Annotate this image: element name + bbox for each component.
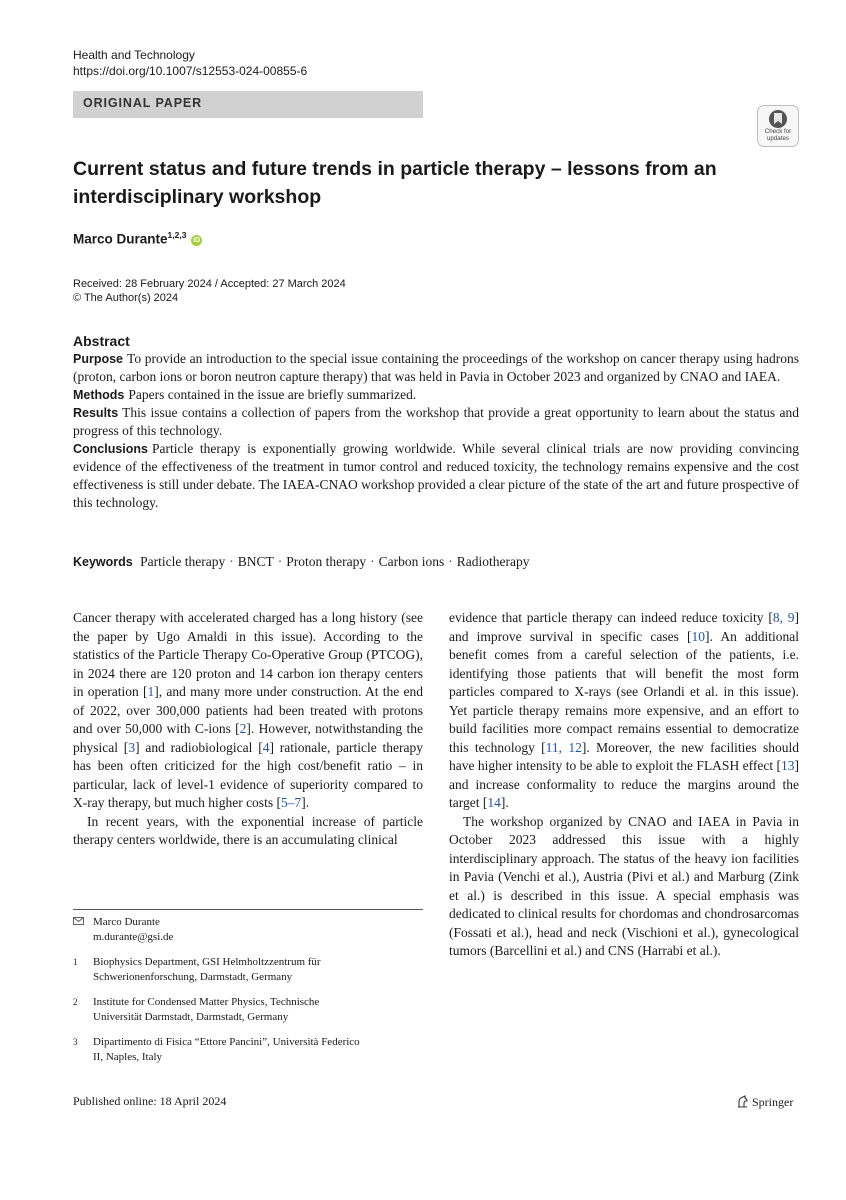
conclusions-label: Conclusions bbox=[73, 442, 149, 456]
body-text: ] and radiobiological [ bbox=[135, 739, 263, 755]
affiliation-line: Universität Darmstadt, Darmstadt, Germany bbox=[93, 1011, 289, 1023]
publisher-logo bbox=[736, 1095, 793, 1110]
keyword: BNCT bbox=[237, 554, 274, 569]
citation-link[interactable]: 2 bbox=[239, 721, 247, 736]
citation-link[interactable]: 8, 9 bbox=[772, 610, 795, 625]
body-text: ], and many more under construction. At the end of 2022, over 300,000 patients had been treated with protons and over 50,000 with C-ions [ bbox=[73, 684, 423, 736]
affiliation bbox=[73, 1035, 423, 1065]
citation-link[interactable]: 4 bbox=[262, 739, 270, 755]
body-text: Cancer therapy with accelerated charged has a long history (see the paper by Ugo Amaldi in this issue). According to the statistics of the Particle Therapy Co-Operative Group (PTCOG), in 2024 there are 120 proton and 14 carbon ion therapy centers in operation [ bbox=[73, 610, 423, 699]
keywords bbox=[73, 554, 529, 570]
body-text: ]. An additional benefit comes from a careful selection of the patients, i.e. identifying those patients that will benefit the most form particles compared to X-rays (see Orlandi et al. in this issue). Yet particle therapy remains more expensive, and an effort to build facilities more compact remains essential to democratize this technology [ bbox=[449, 628, 799, 755]
article-type-banner bbox=[73, 91, 423, 118]
keyword: Radiotherapy bbox=[456, 554, 530, 569]
affiliation-line: Biophysics Department, GSI Helmholtzzentrum für bbox=[93, 956, 321, 968]
article-dates bbox=[73, 277, 346, 305]
body-text: ] and improve survival in specific cases [ bbox=[449, 610, 799, 644]
citation-link[interactable]: 14 bbox=[487, 795, 501, 810]
updates-label: updates bbox=[766, 134, 790, 142]
footnotes bbox=[73, 915, 423, 1075]
keyword-separator: · bbox=[229, 554, 234, 569]
abstract-purpose bbox=[73, 350, 799, 386]
affiliation-line: Schwerionenforschung, Darmstadt, Germany bbox=[93, 971, 293, 983]
abstract-conclusions bbox=[73, 440, 799, 512]
keyword: Particle therapy bbox=[140, 554, 226, 569]
affiliation-mark: 3 bbox=[73, 1037, 78, 1047]
author-name[interactable]: Marco Durante bbox=[73, 231, 168, 247]
publisher-name: Springer bbox=[752, 1095, 794, 1109]
check-for-label: Check for bbox=[764, 128, 792, 135]
affiliation bbox=[73, 995, 423, 1025]
body-paragraph bbox=[73, 609, 423, 813]
citation-link[interactable]: 11, 12 bbox=[545, 739, 582, 755]
journal-name: Health and Technology bbox=[73, 48, 195, 62]
abstract bbox=[73, 333, 799, 512]
author-line bbox=[73, 230, 202, 247]
contact-email[interactable]: m.durante@gsi.de bbox=[93, 931, 174, 943]
doi-link[interactable]: https://doi.org/10.1007/s12553-024-00855-6 bbox=[73, 64, 308, 78]
affiliation-line: Dipartimento di Fisica “Ettore Pancini”, Università Federico bbox=[93, 1036, 360, 1048]
body-column-right bbox=[449, 609, 799, 961]
affiliation-line: Institute for Condensed Matter Physics, Technische bbox=[93, 996, 320, 1008]
orcid-icon[interactable]: iD bbox=[193, 236, 201, 244]
paper-title: Current status and future trends in particle therapy – lessons from an interdisciplinary workshop bbox=[73, 158, 717, 208]
results-text: This issue contains a collection of papers from the workshop that provide a great opportunity to learn about the status and progress of this technology. bbox=[73, 405, 799, 438]
abstract-methods bbox=[73, 386, 799, 404]
keyword: Proton therapy bbox=[286, 554, 367, 569]
body-text: ]. However, notwithstanding the physical [ bbox=[73, 721, 423, 755]
methods-label: Methods bbox=[73, 388, 125, 402]
corresponding-author bbox=[73, 915, 423, 945]
affiliation-line: II, Naples, Italy bbox=[93, 1051, 163, 1063]
affiliation-marks: 1,2,3 bbox=[167, 230, 187, 240]
bookmark-icon bbox=[767, 109, 789, 129]
received-accepted: Received: 28 February 2024 / Accepted: 27 March 2024 bbox=[73, 278, 346, 290]
check-for-updates-badge[interactable] bbox=[757, 105, 799, 147]
citation-link[interactable]: 10 bbox=[691, 628, 706, 644]
body-text: ]. bbox=[500, 795, 509, 810]
keyword-separator: · bbox=[370, 554, 375, 569]
citation-link[interactable]: 5–7 bbox=[280, 795, 302, 810]
body-paragraph bbox=[449, 609, 799, 813]
abstract-results bbox=[73, 404, 799, 440]
affiliation bbox=[73, 955, 423, 985]
citation-link[interactable]: 1 bbox=[147, 684, 155, 699]
body-text: ]. bbox=[301, 795, 310, 810]
body-paragraph: The workshop organized by CNAO and IAEA in Pavia in October 2023 addressed this issue with a highly interdisciplinary approach. The status of the heavy ion facilities in Pavia (Venchi et al.), Austria (Pivi et al.) and Marburg (Zink et al.) is described in this issue. A special emphasis was dedicated to clinical results for chordomas and chondrosarcomas (Fossati et al.), head and neck (Vischioni et al.), gynecological tumors (Barcellini et al.) and CNS (Harrabi et al.). bbox=[449, 813, 799, 958]
affiliation-mark: 1 bbox=[73, 957, 78, 967]
keywords-label: Keywords bbox=[73, 555, 133, 569]
purpose-label: Purpose bbox=[73, 352, 124, 366]
body-text: ] and increase conformality to reduce the margins around the target [ bbox=[449, 758, 799, 810]
keyword-separator: · bbox=[277, 554, 283, 569]
body-column-left bbox=[73, 609, 423, 850]
copyright: © The Author(s) 2024 bbox=[73, 292, 179, 304]
keyword-separator: · bbox=[448, 554, 453, 569]
purpose-text: To provide an introduction to the special issue containing the proceedings of the workshop on cancer therapy using hadrons (proton, carbon ions or boron neutron capture therapy) that was held in Pavia in October 2023 and organized by CNAO and IAEA. bbox=[73, 351, 799, 384]
citation-link[interactable]: 13 bbox=[781, 758, 795, 773]
methods-text: Papers contained in the issue are briefly summarized. bbox=[128, 387, 417, 402]
citation-link[interactable]: 3 bbox=[128, 739, 136, 755]
body-paragraph: In recent years, with the exponential increase of particle therapy centers worldwide, there is an accumulating clinical bbox=[73, 813, 423, 847]
body-text: ]. Moreover, the new facilities should have higher intensity to be able to exploit the FLASH effect [ bbox=[449, 739, 799, 773]
mail-icon bbox=[73, 917, 84, 925]
journal-header bbox=[73, 47, 307, 79]
body-text: evidence that particle therapy can indeed reduce toxicity [ bbox=[449, 610, 773, 625]
contact-name: Marco Durante bbox=[93, 916, 160, 928]
results-label: Results bbox=[73, 406, 119, 420]
springer-horse-icon bbox=[736, 1095, 749, 1108]
article-type-label: ORIGINAL PAPER bbox=[83, 96, 203, 110]
conclusions-text: Particle therapy is exponentially growing worldwide. While several clinical trials are now providing convincing evidence of the effectiveness of the treatment in tumor control and reduced toxicity, the technology remains expensive and the cost effectiveness is still under debate. The IAEA-CNAO workshop provided a clear picture of the state of the art and future prospective of this technology. bbox=[73, 441, 800, 510]
published-date: Published online: 18 April 2024 bbox=[73, 1094, 227, 1108]
abstract-heading: Abstract bbox=[73, 333, 130, 349]
body-text: ] rationale, particle therapy has been often criticized for the high cost/benefit ratio – in particular, lack of level-1 evidence of superiority compared to X-ray therapy, but much higher costs [ bbox=[73, 739, 423, 810]
keyword: Carbon ions bbox=[378, 554, 445, 569]
footnote-divider bbox=[73, 909, 423, 910]
affiliation-mark: 2 bbox=[73, 997, 78, 1007]
